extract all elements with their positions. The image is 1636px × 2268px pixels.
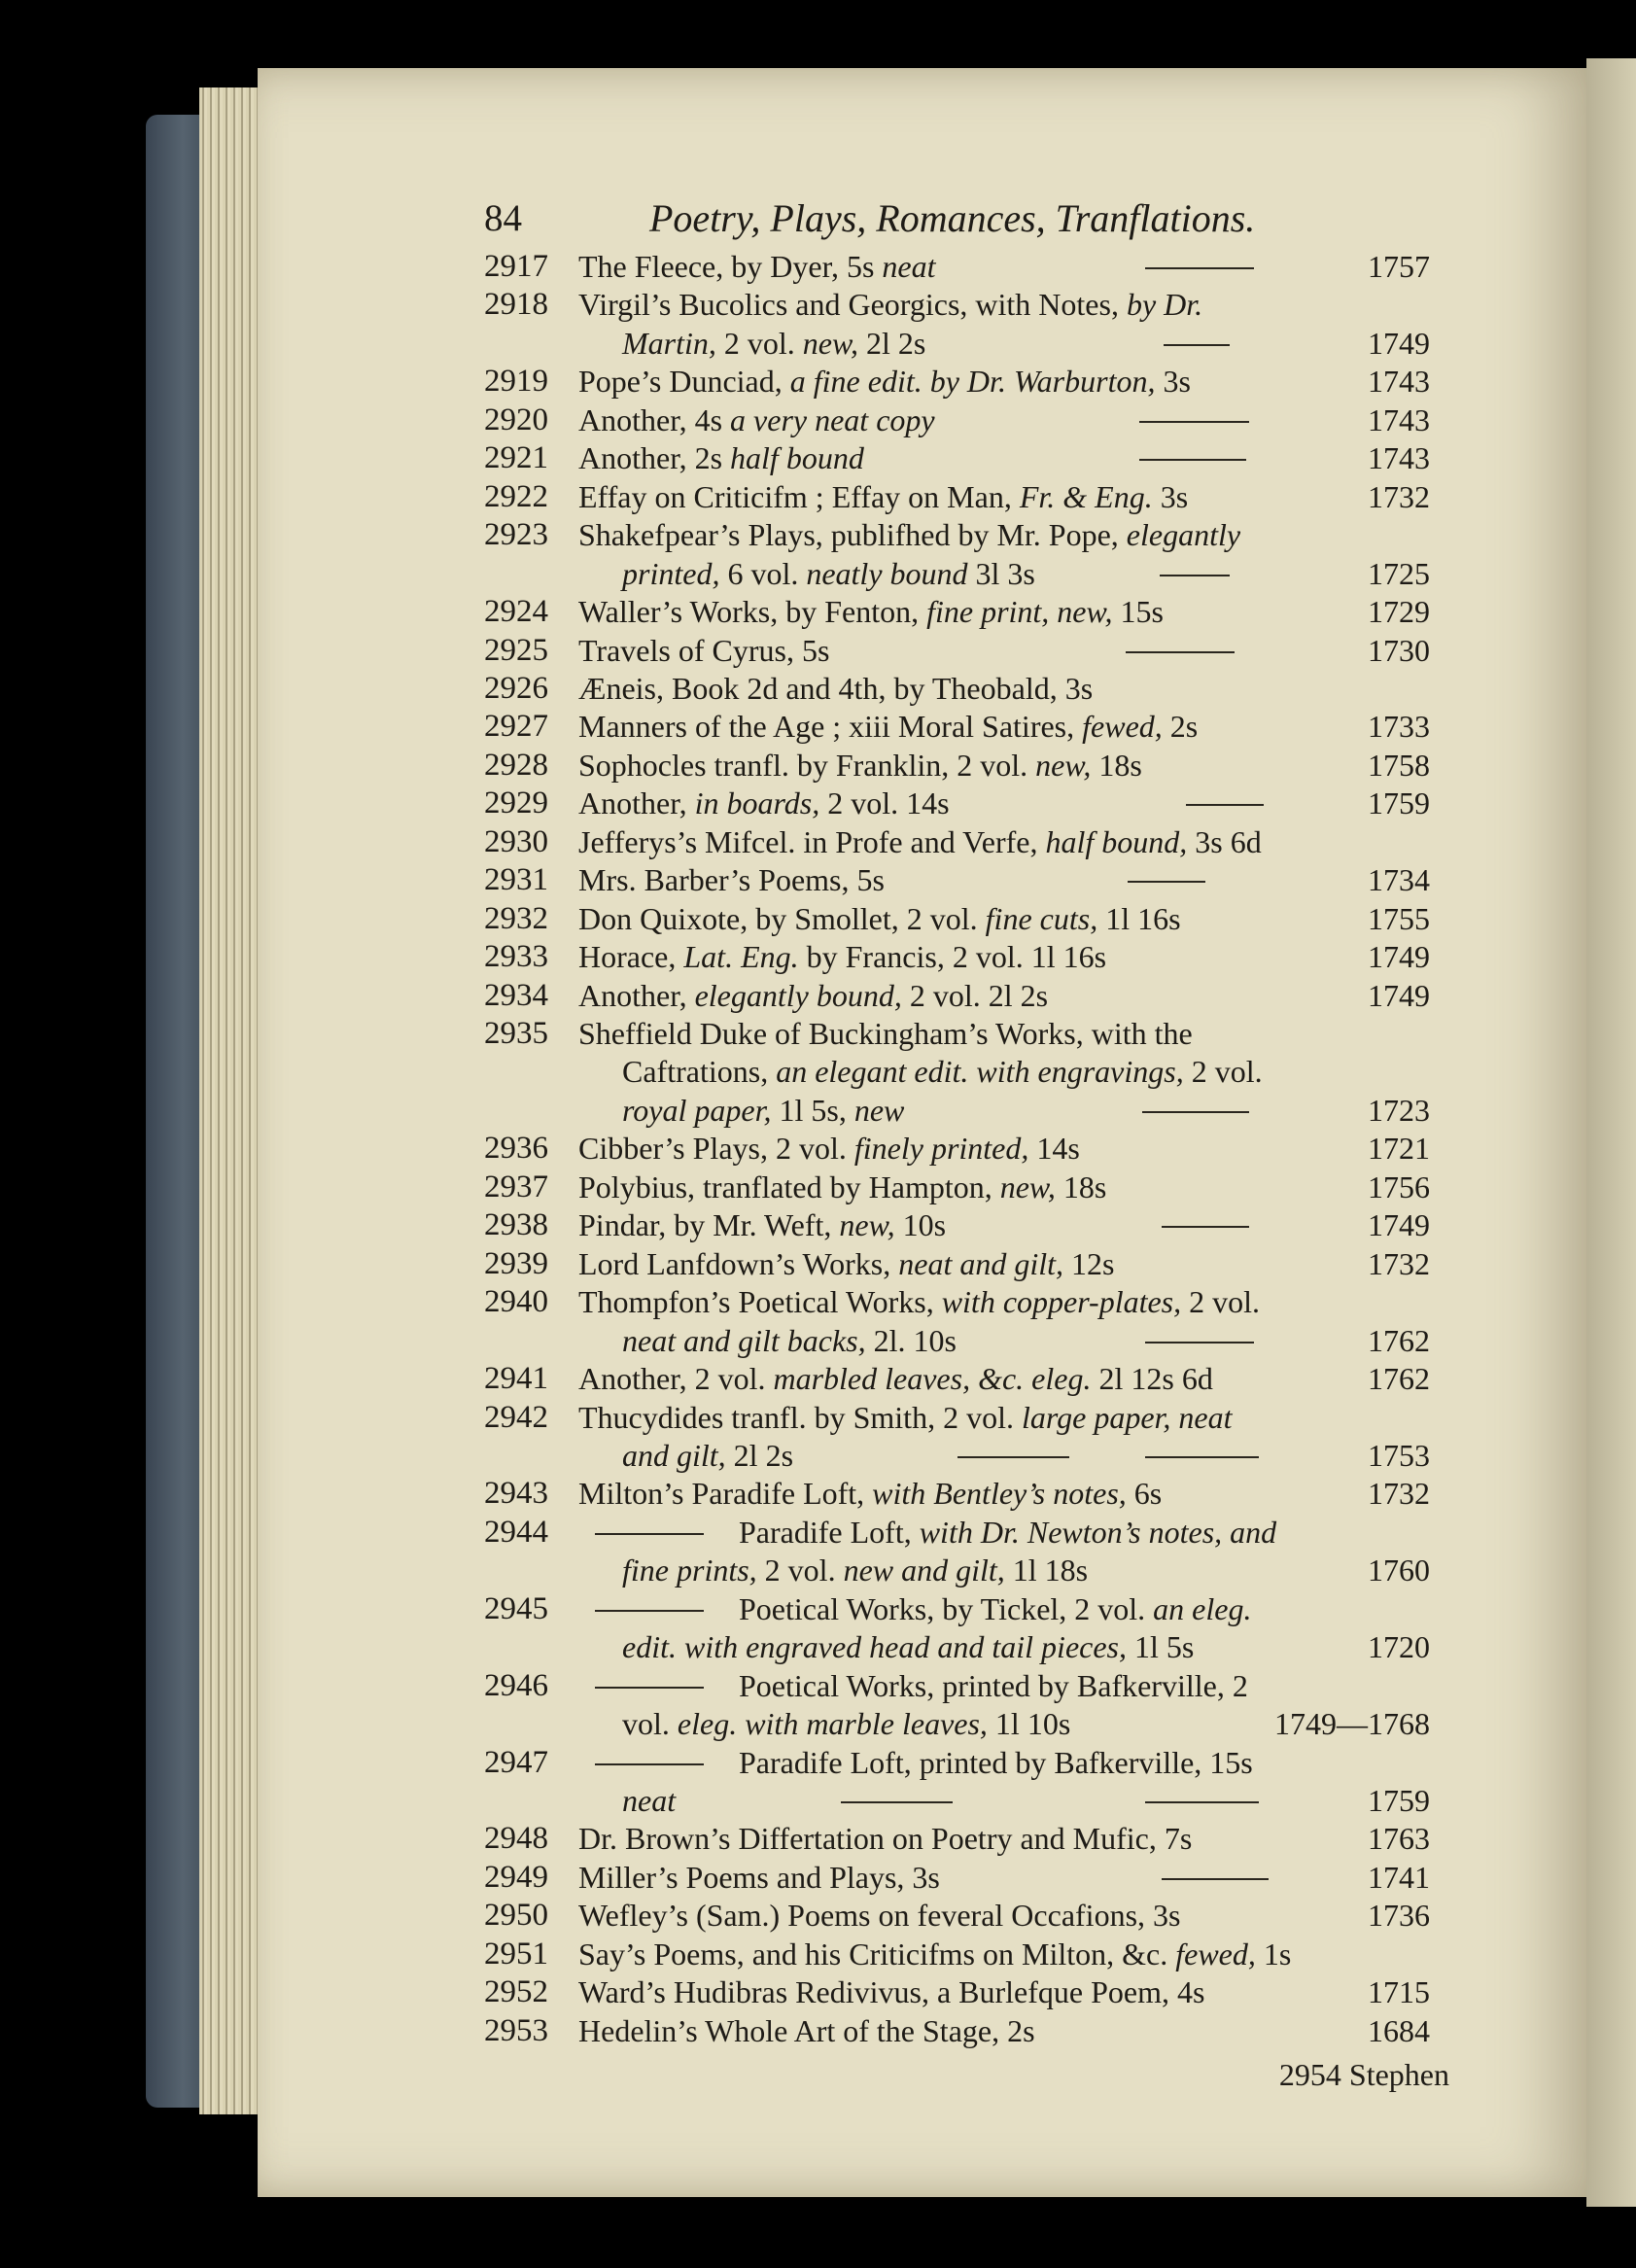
entry-title: Poetical Works, by Tickel, 2 vol. an eleg. [739, 1590, 1252, 1626]
publication-year: 1743 [1368, 364, 1430, 400]
catalogue-entry-line [0, 1052, 1636, 1091]
leader-rule [1160, 575, 1230, 576]
publication-year: 1749—1768 [1274, 1706, 1430, 1742]
lot-number: 2928 [484, 747, 548, 783]
entry-title: Mrs. Barber’s Poems, 5s [578, 862, 885, 898]
entry-title: Dr. Brown’s Differtation on Poetry and Mufic, 7s [578, 1821, 1193, 1857]
catalogue-entry-line [0, 592, 1636, 631]
catalogue-entry-line [0, 1513, 1636, 1552]
entry-title: Paradife Loft, with Dr. Newton’s notes, and [739, 1514, 1277, 1550]
catalogue-entry-line [0, 1551, 1636, 1589]
entry-title: Sophocles tranfl. by Franklin, 2 vol. new, 18s [578, 747, 1142, 783]
publication-year: 1743 [1368, 401, 1430, 437]
lot-number: 2943 [484, 1476, 548, 1512]
catalogue-entry-line [0, 822, 1636, 861]
entry-title: Pindar, by Mr. Weft, new, 10s [578, 1207, 947, 1243]
catalogue-entry-line [0, 860, 1636, 899]
leader-rule [1139, 459, 1246, 461]
leader-rule [1162, 1878, 1269, 1880]
entry-title: Manners of the Age ; xiii Moral Satires, fewed, 2s [578, 709, 1199, 745]
lot-number: 2923 [484, 517, 548, 553]
entry-title: Travels of Cyrus, 5s [578, 632, 830, 668]
lot-number: 2932 [484, 900, 548, 936]
entry-title: Waller’s Works, by Fenton, fine print, new, 15s [578, 594, 1164, 630]
catalogue-entry-line [0, 1858, 1636, 1897]
catalogue-entry-line [0, 1359, 1636, 1398]
entry-title: Another, in boards, 2 vol. 14s [578, 785, 950, 821]
lot-number: 2929 [484, 785, 548, 821]
entry-title: Lord Lanfdown’s Works, neat and gilt, 12s [578, 1245, 1115, 1281]
lot-number: 2946 [484, 1667, 548, 1703]
running-head: Poetry, Plays, Romances, Tranflations. [649, 196, 1256, 240]
lot-number: 2938 [484, 1207, 548, 1243]
leader-rule [1145, 1456, 1259, 1458]
lot-number: 2941 [484, 1361, 548, 1397]
catalogue-entry-line [0, 1935, 1636, 1973]
lot-number: 2934 [484, 977, 548, 1013]
entry-title: Jefferys’s Mifcel. in Profe and Verfe, half bound, 3s 6d [578, 823, 1262, 859]
entry-continuation: edit. with engraved head and tail pieces, 1l 5s [622, 1629, 1195, 1665]
lot-number: 2930 [484, 823, 548, 859]
entry-title: Another, 4s a very neat copy [578, 401, 935, 437]
lot-number: 2947 [484, 1744, 548, 1780]
publication-year: 1733 [1368, 709, 1430, 745]
leader-rule [1186, 804, 1264, 806]
ditto-dash [595, 1533, 704, 1535]
catchword: 2954 Stephen [1278, 2057, 1449, 2093]
entry-title: The Fleece, by Dyer, 5s neat [578, 249, 936, 284]
catalogue-entry-line [0, 515, 1636, 554]
leader-rule [1145, 1801, 1259, 1803]
catalogue-entry-line [0, 1014, 1636, 1053]
catalogue-entry-line [0, 784, 1636, 822]
publication-year: 1762 [1368, 1322, 1430, 1358]
catalogue-entry-line [0, 1819, 1636, 1858]
lot-number: 2936 [484, 1131, 548, 1167]
catalogue-entry-line [0, 631, 1636, 670]
publication-year: 1759 [1368, 1783, 1430, 1818]
catalogue-entry-line [0, 1398, 1636, 1437]
publication-year: 1763 [1368, 1821, 1430, 1857]
lot-number: 2951 [484, 1936, 548, 1971]
lot-number: 2935 [484, 1016, 548, 1051]
entry-continuation: neat and gilt backs, 2l. 10s [622, 1322, 957, 1358]
catalogue-entry-line [0, 669, 1636, 708]
entry-title: Milton’s Paradife Loft, with Bentley’s notes, 6s [578, 1476, 1163, 1512]
entry-title: Virgil’s Bucolics and Georgics, with Notes, by Dr. [578, 287, 1203, 323]
lot-number: 2926 [484, 670, 548, 706]
catalogue-entry-line [0, 401, 1636, 439]
publication-year: 1760 [1368, 1553, 1430, 1588]
entry-title: Poetical Works, printed by Bafkerville, 2 [739, 1667, 1248, 1703]
lot-number: 2924 [484, 594, 548, 630]
page-header [0, 194, 1636, 243]
catchword-row [0, 2049, 1636, 2093]
catalogue-entry-line [0, 746, 1636, 785]
entry-continuation: Martin, 2 vol. new, 2l 2s [622, 325, 926, 361]
lot-number: 2931 [484, 862, 548, 898]
publication-year: 1730 [1368, 632, 1430, 668]
catalogue-entry-line [0, 937, 1636, 976]
entry-continuation: printed, 6 vol. neatly bound 3l 3s [622, 555, 1035, 591]
entry-title: Shakefpear’s Plays, publifhed by Mr. Pope, elegantly [578, 517, 1241, 553]
entry-title: Miller’s Poems and Plays, 3s [578, 1859, 940, 1895]
lot-number: 2948 [484, 1821, 548, 1857]
catalogue-entry-line [0, 285, 1636, 324]
entry-continuation: neat [622, 1783, 677, 1818]
lot-number: 2940 [484, 1284, 548, 1320]
leader-rule [1128, 881, 1205, 883]
publication-year: 1749 [1368, 1207, 1430, 1243]
entry-title: Ward’s Hudibras Redivivus, a Burlefque Poem, 4s [578, 1974, 1205, 2010]
publication-year: 1734 [1368, 862, 1430, 898]
catalogue-entry-line [0, 899, 1636, 938]
catalogue-entry-line [0, 1205, 1636, 1244]
catalogue-entry-line [0, 1589, 1636, 1628]
catalogue-entry-line [0, 707, 1636, 746]
ditto-dash [595, 1687, 704, 1689]
lot-number: 2950 [484, 1898, 548, 1934]
ditto-dash [595, 1763, 704, 1765]
publication-year: 1736 [1368, 1898, 1430, 1934]
entry-title: Paradife Loft, printed by Bafkerville, 15s [739, 1744, 1253, 1780]
entry-title: Pope’s Dunciad, a fine edit. by Dr. Warburton, 3s [578, 364, 1191, 400]
catalogue-entry-line [0, 1666, 1636, 1705]
publication-year: 1684 [1368, 2012, 1430, 2048]
catalogue-entry-line [0, 247, 1636, 286]
catalogue-entry-line [0, 477, 1636, 516]
entry-title: Sheffield Duke of Buckingham’s Works, with the [578, 1016, 1193, 1051]
lot-number: 2933 [484, 939, 548, 975]
entry-title: Thompfon’s Poetical Works, with copper-plates, 2 vol. [578, 1284, 1261, 1320]
entry-title: Another, elegantly bound, 2 vol. 2l 2s [578, 977, 1049, 1013]
catalogue-entry-line [0, 362, 1636, 401]
catalogue-entry-line [0, 976, 1636, 1015]
catalogue-entry-line [0, 438, 1636, 477]
catalogue-entry-line [0, 1972, 1636, 2011]
publication-year: 1741 [1368, 1859, 1430, 1895]
catalogue-entry-line [0, 1091, 1636, 1130]
lot-number: 2922 [484, 478, 548, 514]
publication-year: 1743 [1368, 440, 1430, 476]
page-number: 84 [484, 197, 522, 239]
entry-continuation: royal paper, 1l 5s, new [622, 1092, 905, 1128]
publication-year: 1729 [1368, 594, 1430, 630]
publication-year: 1762 [1368, 1361, 1430, 1397]
lot-number: 2942 [484, 1399, 548, 1435]
publication-year: 1749 [1368, 939, 1430, 975]
publication-year: 1732 [1368, 1245, 1430, 1281]
catalogue-entry-line [0, 1474, 1636, 1513]
lot-number: 2945 [484, 1590, 548, 1626]
ditto-dash [595, 1610, 704, 1612]
publication-year: 1725 [1368, 555, 1430, 591]
lot-number: 2939 [484, 1245, 548, 1281]
lot-number: 2953 [484, 2012, 548, 2048]
catalogue-entry-line [0, 1282, 1636, 1321]
catalogue-entry-line [0, 324, 1636, 363]
catalogue-entry-line [0, 1627, 1636, 1666]
catalogue-entry-line [0, 554, 1636, 593]
lot-number: 2917 [484, 249, 548, 284]
publication-year: 1758 [1368, 747, 1430, 783]
leader-rule [1139, 421, 1249, 423]
catalogue-entry-line [0, 2011, 1636, 2050]
publication-year: 1732 [1368, 1476, 1430, 1512]
entry-continuation: and gilt, 2l 2s [622, 1437, 794, 1473]
entry-title: Horace, Lat. Eng. by Francis, 2 vol. 1l 16s [578, 939, 1107, 975]
catalogue-entry-line [0, 1743, 1636, 1782]
entry-title: Æneis, Book 2d and 4th, by Theobald, 3s [578, 670, 1094, 706]
leader-rule [1126, 651, 1235, 653]
publication-year: 1723 [1368, 1092, 1430, 1128]
entry-continuation: vol. eleg. with marble leaves, 1l 10s [622, 1706, 1071, 1742]
publication-year: 1753 [1368, 1437, 1430, 1473]
publication-year: 1715 [1368, 1974, 1430, 2010]
catalogue-entry-line [0, 1781, 1636, 1820]
entry-title: Polybius, tranflated by Hampton, new, 18s [578, 1169, 1107, 1204]
catalogue-entry-line [0, 1896, 1636, 1935]
lot-number: 2925 [484, 632, 548, 668]
lot-number: 2918 [484, 287, 548, 323]
publication-year: 1757 [1368, 249, 1430, 284]
catalogue-entry-line [0, 1704, 1636, 1743]
entry-title: Say’s Poems, and his Criticifms on Milton, &c. fewed, 1s [578, 1936, 1292, 1971]
lot-number: 2919 [484, 364, 548, 400]
lot-number: 2920 [484, 401, 548, 437]
entry-title: Don Quixote, by Smollet, 2 vol. fine cuts, 1l 16s [578, 900, 1181, 936]
entry-continuation: Caftrations, an elegant edit. with engravings, 2 vol. [622, 1054, 1263, 1090]
publication-year: 1756 [1368, 1169, 1430, 1204]
catalogue-entry-line [0, 1244, 1636, 1283]
catalogue-entry-line [0, 1436, 1636, 1475]
catalogue-entry-line [0, 1168, 1636, 1206]
entry-title: Effay on Criticifm ; Effay on Man, Fr. & Eng. 3s [578, 478, 1189, 514]
publication-year: 1720 [1368, 1629, 1430, 1665]
entry-title: Another, 2 vol. marbled leaves, &c. eleg. 2l 12s 6d [578, 1361, 1213, 1397]
lot-number: 2937 [484, 1169, 548, 1204]
leader-rule [1145, 1342, 1254, 1343]
lot-number: 2927 [484, 709, 548, 745]
lot-number: 2944 [484, 1514, 548, 1550]
publication-year: 1721 [1368, 1131, 1430, 1167]
publication-year: 1749 [1368, 325, 1430, 361]
leader-rule [1164, 344, 1230, 346]
lot-number: 2952 [484, 1974, 548, 2010]
publication-year: 1749 [1368, 977, 1430, 1013]
catalogue-entry-line [0, 1321, 1636, 1360]
lot-number: 2921 [484, 440, 548, 476]
leader-rule [1145, 267, 1254, 269]
publication-year: 1755 [1368, 900, 1430, 936]
publication-year: 1759 [1368, 785, 1430, 821]
entry-title: Thucydides tranfl. by Smith, 2 vol. large paper, neat [578, 1399, 1233, 1435]
leader-rule [957, 1456, 1069, 1458]
leader-rule [1142, 1111, 1249, 1113]
entry-title: Another, 2s half bound [578, 440, 864, 476]
catalogue-entry-line [0, 1129, 1636, 1168]
entry-title: Wefley’s (Sam.) Poems on feveral Occafions, 3s [578, 1898, 1181, 1934]
entry-continuation: fine prints, 2 vol. new and gilt, 1l 18s [622, 1553, 1089, 1588]
lot-number: 2949 [484, 1859, 548, 1895]
leader-rule [841, 1801, 953, 1803]
entry-title: Cibber’s Plays, 2 vol. finely printed, 14s [578, 1131, 1080, 1167]
leader-rule [1162, 1226, 1249, 1228]
publication-year: 1732 [1368, 478, 1430, 514]
entry-title: Hedelin’s Whole Art of the Stage, 2s [578, 2012, 1035, 2048]
